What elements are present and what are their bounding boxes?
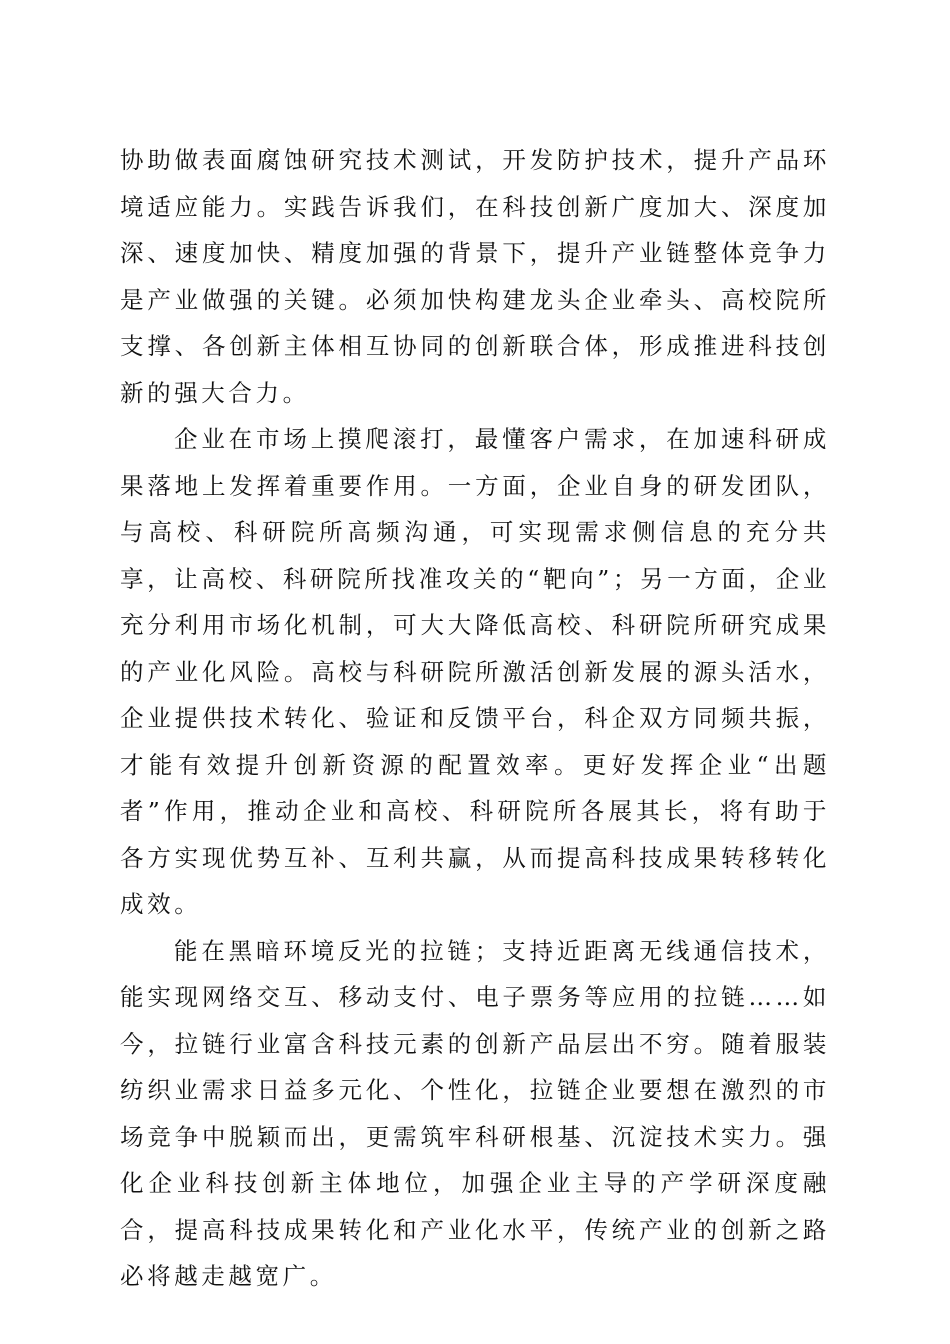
paragraph-1: 协助做表面腐蚀研究技术测试，开发防护技术，提升产品环境适应能力。实践告诉我们，在科技创新广度加大、深度加深、速度加快、精度加强的背景下，提升产业链整体竞争力是产业做强的关键。必须加快构建龙头企业牵头、高校院所支撑、各创新主体相互协同的创新联合体，形成推进科技创新的强大合力。 — [120, 146, 830, 407]
paragraph-3: 能在黑暗环境反光的拉链；支持近距离无线通信技术，能实现网络交互、移动支付、电子票务等应用的拉链……如今，拉链行业富含科技元素的创新产品层出不穷。随着服装纺织业需求日益多元化、个性化，拉链企业要想在激烈的市场竞争中脱颖而出，更需筑牢科研根基、沉淀技术实力。强化企业科技创新主体地位，加强企业主导的产学研深度融合，提高科技成果转化和产业化水平，传统产业的创新之路必将越走越宽广。 — [120, 936, 830, 1290]
paragraph-2: 企业在市场上摸爬滚打，最懂客户需求，在加速科研成果落地上发挥着重要作用。一方面，企业自身的研发团队，与高校、科研院所高频沟通，可实现需求侧信息的充分共享，让高校、科研院所找准攻关的“靶向”；另一方面，企业充分利用市场化机制，可大大降低高校、科研院所研究成果的产业化风险。高校与科研院所激活创新发展的源头活水，企业提供技术转化、验证和反馈平台，科企双方同频共振，才能有效提升创新资源的配置效率。更好发挥企业“出题者”作用，推动企业和高校、科研院所各展其长，将有助于各方实现优势互补、互利共赢，从而提高科技成果转移转化成效。 — [120, 425, 830, 918]
article-body — [120, 137, 830, 1300]
